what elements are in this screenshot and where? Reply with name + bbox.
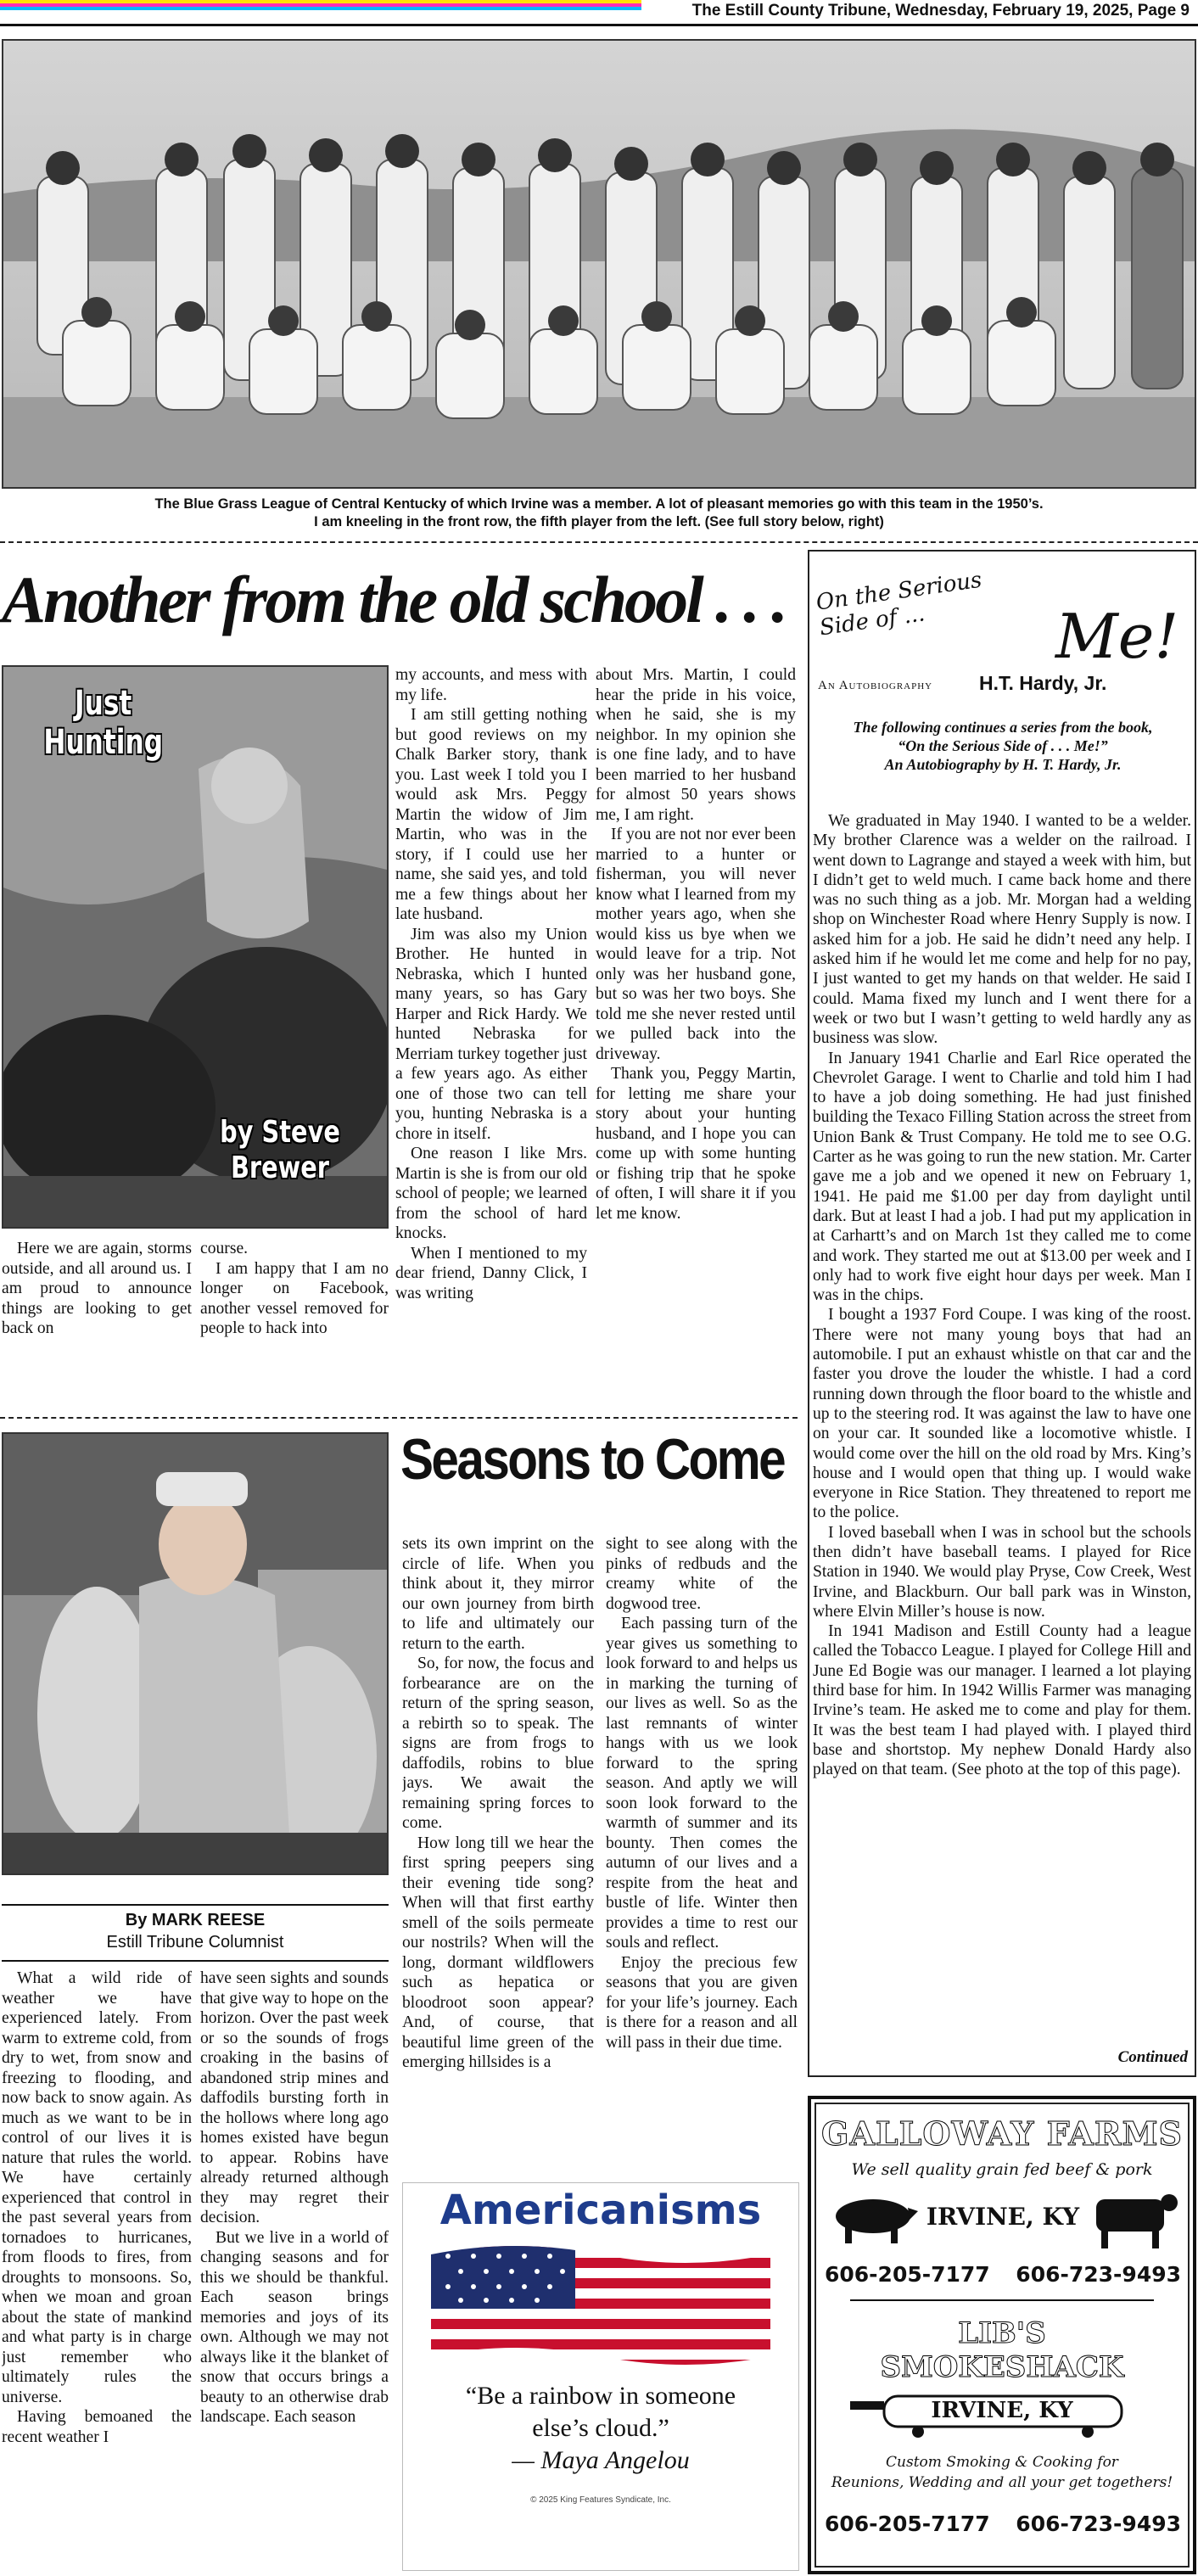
seasons-col4 [606,1534,798,2196]
logo-me: Me! [1055,601,1179,672]
paragraph: Thank you, Peggy Martin, for letting me share your story about your hunting husband, and I hope you can come up with some hunting or fishing trip that he spoke of often, I will share it if you let me know. [596,1065,796,1223]
intro-line-3: An Autobiography by H. T. Hardy, Jr. [884,756,1122,773]
flag-icon [431,2237,770,2365]
intro-line-2: “On the Serious Side of . . . Me!” [898,737,1108,754]
series-intro [816,718,1190,774]
paragraph: Each passing turn of the year gives us something to look forward to and helps us in marking the turning of our lives as well. So as the last remnants of winter hangs with us we look forward to the spring season. And aptly we will soon look forward to the warmth of summer and its bounty. Then comes the autumn of our lives and a respite from the heat and bustle of life. Winter then provides a time to rest our souls and reflect. [606,1615,798,1952]
photo-title-line-1: Just [75,684,132,723]
galloway-ad [808,2096,1196,2574]
farm-phones [825,2262,1181,2287]
seasons-headline: Seasons to Come [400,1427,785,1492]
serious-side-box [808,550,1196,2077]
paragraph: What a wild ride of weather we have experienced lately. From warm to extreme cold, from dry to wet, from snow and freezing to flooding, and now back to snow again. As much as we want to be in control of our lives it is nature that rules the world. We have certainly experienced that control in the past several years from tornadoes to hurricanes, from floods to fires, from droughts to monsoons. So, when we moan and groan about the state of mankind and what party is in charge just remember who ultimately rules the universe. [2,1969,192,2406]
farm-name: GALLOWAY FARMS [821,2114,1183,2153]
photo-byline-line-2: Brewer [230,1151,330,1185]
paragraph: In 1941 Madison and Estill County had a league called the Tobacco League. I played for College Hill and June Ed Bogie was our manager. I learned a lot playing third base for him. In 1942 Willis Farmer was managing Irvine’s team. He asked me to come and play for them. It was the best team I had played with. I played third base and shortstop. My nephew Donald Hardy also played on that team. (See photo at the top of this page). [813,1622,1191,1779]
hunting-col2-below [200,1239,389,1339]
page-masthead: The Estill County Tribune, Wednesday, February 19, 2025, Page 9 [691,2,1190,20]
serious-side-body [813,811,1191,2041]
americanisms-title: Americanisms [439,2187,762,2234]
seasons-col2 [200,1968,389,2576]
byline-rule [2,1904,389,1906]
paragraph: Having bemoaned the recent weather I [2,2408,192,2446]
farm-phone-1: 606-205-7177 [825,2262,990,2287]
ad-inner-frame [815,2103,1190,2568]
paragraph: But we live in a world of changing seasons and for this we should be thankful. Each season brings memories and joys of its own. Although we may not always like it the blanket of snow that occurs brings a beauty to an otherwise drab landscape. Each season [200,2228,389,2426]
copyright-notice: © 2025 King Features Syndicate, Inc. [530,2495,671,2505]
paragraph: Here we are again, storms outside, and all around us. I am proud to announce things are looking to get back on [2,1240,192,1337]
cow-icon [1088,2184,1181,2252]
team-photo [2,39,1196,489]
paragraph: I bought a 1937 Ford Coupe. I was king of the roost. There were not many young boys that had an automobile. I put an exhaust whistle on that car and the faster you drove the louder the whistle. I had a cord running down through the floor board to the whistle and up to the steering rod. It was against the law to have one on your car. It sounded like a locomotive whistle. I would come over the hill on the old road by Mrs. King’s house and I would open that thing up. I would wake everyone in Rice Station. They threatened to report me to the police. [813,1306,1191,1522]
hunting-col1-below [2,1239,192,1339]
shack-line-1: LIB'S [958,2316,1046,2350]
farm-city: IRVINE, KY [926,2203,1080,2231]
byline-name: By MARK REESE [125,1911,266,1929]
masthead-rule [0,24,1198,26]
paragraph: course. [200,1240,249,1257]
hunting-headline: Another from the old school . . . [2,563,786,636]
quote-author: — Maya Angelou [512,2446,690,2474]
pig-icon [826,2189,920,2248]
continued-label: Continued [1117,2048,1188,2066]
logo-line-1: On the Serious Side of ... [815,567,984,641]
logo-author: H.T. Hardy, Jr. [979,672,1107,694]
hunting-photo-title [27,684,179,762]
shack-phone-2: 606-723-9493 [1016,2512,1181,2536]
paragraph: If you are not nor ever been married to a hunter or fisherman, you will never know what I learned from my mother years ago, when she would kiss us bye when we would leave for a trip. Not only was her husband gone, but so was her two boys. She told me she never rested until we pulled back into the driveway. [596,826,796,1063]
paragraph: How long till we hear the first spring peepers sing their evening tide song? When will that first earthy smell of the soils permeate our nostrils? When will the long, dormant wildflowers such as hepatica or bloodroot soon appear? And, of course, that beautiful lime green of the emerging hillsides is a [402,1834,594,2071]
seasons-byline [2,1909,389,1953]
ad-divider [850,2299,1154,2301]
seasons-col3 [402,1534,594,2196]
quote-line-1: “Be a rainbow in someone [465,2382,736,2410]
section-divider [0,1417,798,1419]
byline-title: Estill Tribune Columnist [106,1933,284,1952]
paragraph: Jim was also my Union Brother. He hunted in Nebraska, which I hunted many years, so has Gary Harper and Rick Hardy. We hunted Nebraska for Merriam turkey together just a few years ago. As either one of those two can tell you, hunting Nebraska is a chore in itself. [395,925,587,1143]
paragraph: my accounts, and mess with my life. [395,666,587,704]
paragraph: In January 1941 Charlie and Earl Rice operated the Chevrolet Garage. I went to Charlie and told him I had to have a job doing something. He had just finished building the Texaco Filling Station across the street from Union Bank & Trust Company. He told me to see O.G. Carter as he was going to run the new station. Mr. Carter gave me a job and we opened it new on February 1, 1941. He paid me $1.00 per day from daylight until dark. But at least I had a job. I had put my application in at Carhartt’s and on March 1st they called me to come and work. They started me out at $13.00 per week and I only had to work five eight hour days per week. Man I was in the chips. [813,1049,1191,1305]
shack-phone-1: 606-205-7177 [825,2512,990,2536]
paragraph: sets its own imprint on the circle of life. When you think about it, they mirror our own journey from birth to life and ultimately our return to the earth. [402,1535,594,1653]
photo-byline-line-1: by Steve [220,1115,340,1150]
hunting-photo-byline [199,1115,361,1186]
quote-line-2: else’s cloud.” [532,2414,669,2442]
shack-name [816,2316,1188,2384]
logo-subtitle: An Autobiography [818,679,933,692]
paragraph: have seen sights and sounds that give way to hope on the horizon. Over the past week or so the sounds of frogs croaking in the basins of abandoned strip mines and daffodils bursting forth in the hollows where long ago homes existed have begun to appear. Robins have already returned although they may regret their decision. [200,1969,389,2226]
hunting-col4 [596,665,796,1405]
paragraph: sight to see along with the pinks of redbuds and the creamy white of the dogwood tree. [606,1535,798,1613]
intro-line-1: The following continues a series from the book, [853,719,1153,736]
paragraph: We graduated in May 1940. I wanted to be a welder. My brother Clarence was a welder on the railroad. I went down to Lagrange and stayed a week with him, but I didn’t get to weld much. I came back home and there was no such thing as a job. Mr. Morgan had a welding shop on Winchester Road where Henry Supply is now. I asked him for a job. He said he didn’t need any help. I asked him if he would let me come and help for no pay, I just wanted to get my hands on that welder. He said I could. Mama fixed my lunch and I went there for a week or two but I wasn’t getting to weld hardly any as business was slow. [813,812,1191,1048]
reese-photo [2,1432,389,1875]
paragraph: Enjoy the precious few seasons that you are given for your life’s journey. Each is there for a reason and all will pass in their due time. [606,1953,798,2052]
seasons-col1 [2,1968,192,2576]
paragraph: I loved baseball when I was in school but the schools then didn’t have baseball teams. I played for Rice Station in 1940. We would play Pryse, Cow Creek, West Irvine, and Blackburn. Our ball park was in Winston, where Elvin Miller’s house is now. [813,1523,1191,1621]
paragraph: When I mentioned to my dear friend, Danny Click, I was writing [395,1244,587,1302]
paragraph: So, for now, the focus and forbearance are on the return of the spring season, a rebirth so to speak. The signs are from frogs to daffodils, robins to blue jays. We await the remaining spring forces to come. [402,1655,594,1832]
shack-line-2: SMOKESHACK [880,2350,1124,2384]
americanisms-box [402,2182,799,2571]
shack-tag-line-1: Custom Smoking & Cooking for [886,2454,1118,2471]
farm-tagline: We sell quality grain fed beef & pork [851,2160,1153,2179]
caption-line-1: The Blue Grass League of Central Kentucky of which Irvine was a member. A lot of pleasant memories go with this team in the 1950’s. [154,496,1044,512]
shack-city: IRVINE, KY [931,2398,1073,2423]
shack-phones [825,2512,1181,2536]
section-divider [0,541,1198,543]
americanisms-quote [403,2380,798,2477]
paragraph: about Mrs. Martin, I could hear the pride in his voice, when he said, she is my neighbor. In my opinion she is one fine lady, and to have been married to her husband for almost 50 years shows me, I am right. [596,666,796,824]
paragraph: I am still getting nothing but good reviews on my Chalk Barker story, thank you. Last week I told you I would ask Mrs. Peggy Martin the widow of Jim Martin, who was in the story, if I could use her name, she said yes, and told me a few things about her late husband. [395,706,587,923]
paragraph: I am happy that I am no longer on Facebook, another vessel removed for people to hack into [200,1259,389,1337]
farm-phone-2: 606-723-9493 [1016,2262,1181,2287]
shack-tagline [816,2452,1188,2493]
paragraph: One reason I like Mrs. Martin is she is from our old school of people; we learned from the school of hard knocks. [395,1145,587,1242]
byline-rule [2,1960,389,1962]
hunting-col3 [395,665,587,1405]
team-photo-caption [0,496,1198,531]
team-photo-image [3,41,1196,489]
shack-tag-line-2: Reunions, Wedding and all your get togethers! [831,2474,1173,2491]
reese-photo-image [3,1434,389,1875]
photo-title-line-2: Hunting [43,723,164,762]
hunting-photo [2,665,389,1229]
caption-line-2: I am kneeling in the front row, the fifth player from the left. (See full story below, right) [314,514,884,529]
